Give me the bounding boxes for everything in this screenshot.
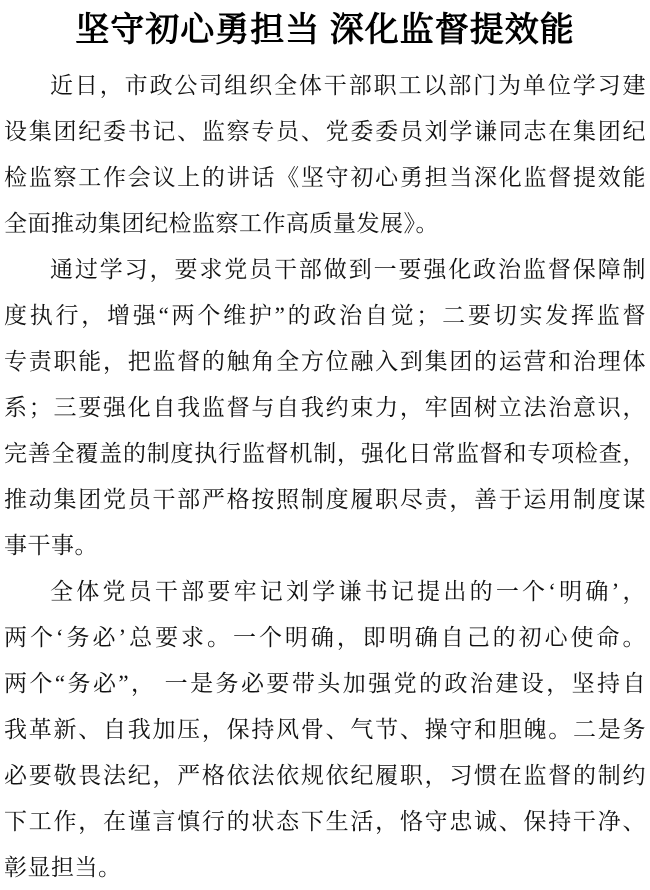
text-line: 两个‘务必’总要求。一个明确，即明确自己的初心使命。 bbox=[4, 625, 646, 650]
text-line: 检监察工作会议上的讲话《坚守初心勇担当深化监督提效能 bbox=[4, 165, 646, 190]
text-line: 专责职能，把监督的触角全方位融入到集团的运营和治理体 bbox=[4, 349, 646, 374]
text-line: 事干事。 bbox=[4, 533, 98, 558]
text-line: 系；三要强化自我监督与自我约束力，牢固树立法治意识， bbox=[4, 395, 646, 420]
text-line: 通过学习，要求党员干部做到一要强化政治监督保障制 bbox=[50, 257, 646, 282]
text-line: 近日，市政公司组织全体干部职工以部门为单位学习建 bbox=[50, 73, 646, 98]
text-line: 必要敬畏法纪，严格依法依规依纪履职，习惯在监督的制约 bbox=[4, 763, 646, 788]
text-line: 全体党员干部要牢记刘学谦书记提出的一个‘明确’， bbox=[50, 579, 646, 604]
text-line: 下工作，在谨言慎行的状态下生活，恪守忠诚、保持干净、 bbox=[4, 809, 646, 834]
text-line: 设集团纪委书记、监察专员、党委委员刘学谦同志在集团纪 bbox=[4, 119, 646, 144]
paragraph bbox=[4, 63, 646, 247]
text-line: 推动集团党员干部严格按照制度履职尽责，善于运用制度谋 bbox=[4, 487, 646, 512]
text-line: 我革新、自我加压，保持风骨、气节、操守和胆魄。二是务 bbox=[4, 717, 646, 742]
paragraph bbox=[4, 569, 646, 890]
paragraph bbox=[4, 247, 646, 569]
text-line: 完善全覆盖的制度执行监督机制，强化日常监督和专项检查， bbox=[4, 441, 646, 466]
text-line: 彰显担当。 bbox=[4, 855, 122, 880]
text-line: 全面推动集团纪检监察工作高质量发展》。 bbox=[4, 211, 439, 236]
document-title: 坚守初心勇担当 深化监督提效能 bbox=[75, 12, 575, 49]
document-body bbox=[4, 63, 646, 890]
text-line: 度执行，增强“两个维护”的政治自觉；二要切实发挥监督 bbox=[4, 303, 646, 328]
text-line: 两个“务必”， 一是务必要带头加强党的政治建设，坚持自 bbox=[4, 671, 646, 696]
